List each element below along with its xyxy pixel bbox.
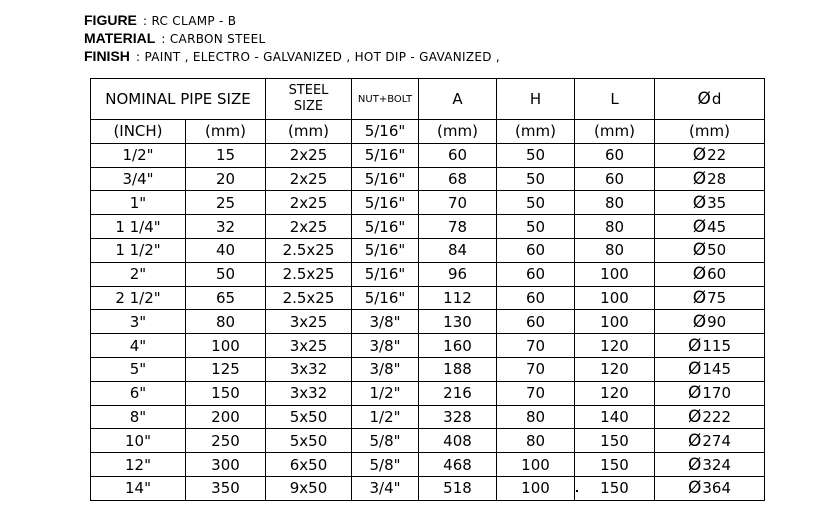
stray-dot xyxy=(576,490,578,492)
nominal-mm-cell: 15 xyxy=(186,143,266,167)
nominal-inch-cell: 3/4" xyxy=(91,167,186,191)
diameter-cell xyxy=(655,262,765,286)
col-header-d xyxy=(655,79,765,120)
a-cell: 408 xyxy=(419,429,497,453)
steel-label-line2: SIZE xyxy=(293,99,324,114)
unit-cell: (INCH) xyxy=(91,120,186,144)
a-cell: 188 xyxy=(419,357,497,381)
diameter-icon: Ø xyxy=(687,406,702,427)
table-row xyxy=(91,238,765,262)
diameter-icon: Ø xyxy=(697,89,711,109)
nominal-mm-cell: 125 xyxy=(186,357,266,381)
steel-size-cell: 6x50 xyxy=(266,453,352,477)
nominal-mm-cell: 200 xyxy=(186,405,266,429)
unit-cell: (mm) xyxy=(266,120,352,144)
h-cell: 50 xyxy=(497,191,575,215)
figure-value: : RC CLAMP - B xyxy=(143,14,237,28)
a-cell: 96 xyxy=(419,262,497,286)
nut-bolt-cell: 5/16" xyxy=(352,286,419,310)
diameter-icon: Ø xyxy=(692,264,707,285)
diameter-value: 222 xyxy=(702,407,732,426)
diameter-icon: Ø xyxy=(692,311,707,332)
unit-cell: (mm) xyxy=(186,120,266,144)
nut-bolt-cell: 5/16" xyxy=(352,143,419,167)
h-cell: 70 xyxy=(497,381,575,405)
col-header-nut-bolt: NUT+BOLT xyxy=(352,79,419,120)
diameter-cell xyxy=(655,357,765,381)
diameter-cell xyxy=(655,453,765,477)
unit-cell: (mm) xyxy=(497,120,575,144)
nominal-inch-cell: 6" xyxy=(91,381,186,405)
steel-size-cell: 5x50 xyxy=(266,429,352,453)
nut-bolt-cell: 5/16" xyxy=(352,262,419,286)
table-row xyxy=(91,453,765,477)
h-cell: 60 xyxy=(497,262,575,286)
l-cell: 150 xyxy=(575,476,655,500)
a-cell: 84 xyxy=(419,238,497,262)
diameter-value: 75 xyxy=(707,288,727,307)
h-cell: 80 xyxy=(497,405,575,429)
diameter-icon: Ø xyxy=(692,168,707,189)
diameter-icon: Ø xyxy=(692,192,707,213)
table-row xyxy=(91,310,765,334)
table-row xyxy=(91,215,765,239)
h-cell: 80 xyxy=(497,429,575,453)
figure-line xyxy=(84,12,500,30)
diameter-value: 115 xyxy=(702,336,732,355)
diameter-value: 145 xyxy=(702,360,732,379)
l-cell: 120 xyxy=(575,381,655,405)
l-cell: 140 xyxy=(575,405,655,429)
nut-bolt-cell: 1/2" xyxy=(352,381,419,405)
diameter-value: 28 xyxy=(707,169,727,188)
col-header-l: L xyxy=(575,79,655,120)
steel-size-cell: 2x25 xyxy=(266,215,352,239)
h-cell: 70 xyxy=(497,357,575,381)
steel-size-cell: 3x25 xyxy=(266,310,352,334)
diameter-cell xyxy=(655,405,765,429)
diameter-cell xyxy=(655,191,765,215)
table-row xyxy=(91,143,765,167)
l-cell: 100 xyxy=(575,310,655,334)
table-row xyxy=(91,381,765,405)
diameter-value: 45 xyxy=(707,217,727,236)
nut-bolt-cell: 3/8" xyxy=(352,334,419,358)
steel-size-cell: 3x32 xyxy=(266,381,352,405)
diameter-value: 324 xyxy=(702,455,732,474)
steel-size-cell: 9x50 xyxy=(266,476,352,500)
diameter-icon: Ø xyxy=(687,454,702,475)
nut-bolt-cell: 3/8" xyxy=(352,357,419,381)
nominal-mm-cell: 25 xyxy=(186,191,266,215)
steel-size-cell: 3x25 xyxy=(266,334,352,358)
unit-cell: (mm) xyxy=(655,120,765,144)
l-cell: 120 xyxy=(575,357,655,381)
nut-bolt-cell: 1/2" xyxy=(352,405,419,429)
diameter-icon: Ø xyxy=(692,287,707,308)
diameter-cell xyxy=(655,334,765,358)
figure-label: FIGURE xyxy=(84,12,137,28)
a-cell: 468 xyxy=(419,453,497,477)
col-header-d-label: d xyxy=(711,90,722,108)
diameter-icon: Ø xyxy=(687,478,702,499)
h-cell: 50 xyxy=(497,215,575,239)
a-cell: 112 xyxy=(419,286,497,310)
a-cell: 160 xyxy=(419,334,497,358)
h-cell: 60 xyxy=(497,238,575,262)
nominal-mm-cell: 40 xyxy=(186,238,266,262)
l-cell: 100 xyxy=(575,286,655,310)
a-cell: 78 xyxy=(419,215,497,239)
nominal-inch-cell: 8" xyxy=(91,405,186,429)
diameter-icon: Ø xyxy=(687,335,702,356)
spec-header xyxy=(84,12,500,66)
nominal-inch-cell: 10" xyxy=(91,429,186,453)
nominal-inch-cell: 2 1/2" xyxy=(91,286,186,310)
diameter-cell xyxy=(655,381,765,405)
unit-cell: (mm) xyxy=(419,120,497,144)
l-cell: 150 xyxy=(575,453,655,477)
diameter-icon: Ø xyxy=(692,145,707,166)
nominal-mm-cell: 65 xyxy=(186,286,266,310)
nominal-mm-cell: 100 xyxy=(186,334,266,358)
nut-bolt-cell: 5/8" xyxy=(352,453,419,477)
steel-label-line1: STEEL xyxy=(288,83,329,98)
steel-size-cell: 2x25 xyxy=(266,191,352,215)
table-row xyxy=(91,405,765,429)
diameter-cell xyxy=(655,167,765,191)
diameter-cell xyxy=(655,215,765,239)
nominal-inch-cell: 5" xyxy=(91,357,186,381)
table-units-row xyxy=(91,120,765,144)
nominal-inch-cell: 1/2" xyxy=(91,143,186,167)
h-cell: 60 xyxy=(497,286,575,310)
table-row xyxy=(91,357,765,381)
table-row xyxy=(91,286,765,310)
material-label: MATERIAL xyxy=(84,30,156,46)
diameter-value: 170 xyxy=(702,384,732,403)
diameter-value: 22 xyxy=(707,146,727,165)
l-cell: 80 xyxy=(575,215,655,239)
nominal-inch-cell: 1 1/4" xyxy=(91,215,186,239)
nominal-mm-cell: 32 xyxy=(186,215,266,239)
nominal-inch-cell: 12" xyxy=(91,453,186,477)
a-cell: 328 xyxy=(419,405,497,429)
h-cell: 100 xyxy=(497,453,575,477)
nominal-mm-cell: 50 xyxy=(186,262,266,286)
a-cell: 518 xyxy=(419,476,497,500)
a-cell: 130 xyxy=(419,310,497,334)
nut-bolt-cell: 5/16" xyxy=(352,191,419,215)
steel-size-cell: 5x50 xyxy=(266,405,352,429)
a-cell: 68 xyxy=(419,167,497,191)
table-row xyxy=(91,167,765,191)
nut-bolt-cell: 5/16" xyxy=(352,215,419,239)
l-cell: 60 xyxy=(575,167,655,191)
steel-size-cell: 2.5x25 xyxy=(266,262,352,286)
diameter-cell xyxy=(655,286,765,310)
diameter-icon: Ø xyxy=(687,430,702,451)
a-cell: 70 xyxy=(419,191,497,215)
diameter-value: 50 xyxy=(707,241,727,260)
nominal-inch-cell: 4" xyxy=(91,334,186,358)
l-cell: 80 xyxy=(575,191,655,215)
h-cell: 50 xyxy=(497,143,575,167)
l-cell: 80 xyxy=(575,238,655,262)
nut-bolt-cell: 5/8" xyxy=(352,429,419,453)
col-header-h: H xyxy=(497,79,575,120)
finish-label: FINISH xyxy=(84,48,130,64)
table-row xyxy=(91,191,765,215)
nominal-inch-cell: 2" xyxy=(91,262,186,286)
diameter-cell xyxy=(655,238,765,262)
diameter-value: 60 xyxy=(707,265,727,284)
diameter-cell xyxy=(655,476,765,500)
material-line xyxy=(84,30,500,48)
nominal-mm-cell: 250 xyxy=(186,429,266,453)
table-row xyxy=(91,429,765,453)
dimension-table xyxy=(90,78,765,501)
nominal-inch-cell: 3" xyxy=(91,310,186,334)
l-cell: 100 xyxy=(575,262,655,286)
h-cell: 70 xyxy=(497,334,575,358)
finish-line xyxy=(84,48,500,66)
material-value: : CARBON STEEL xyxy=(161,32,266,46)
nominal-mm-cell: 80 xyxy=(186,310,266,334)
diameter-cell xyxy=(655,429,765,453)
h-cell: 60 xyxy=(497,310,575,334)
unit-cell: 5/16" xyxy=(352,120,419,144)
table-header-row xyxy=(91,79,765,120)
l-cell: 120 xyxy=(575,334,655,358)
nut-bolt-cell: 5/16" xyxy=(352,238,419,262)
diameter-value: 274 xyxy=(702,431,732,450)
diameter-cell xyxy=(655,143,765,167)
col-header-a: A xyxy=(419,79,497,120)
nut-bolt-cell: 3/4" xyxy=(352,476,419,500)
nominal-mm-cell: 350 xyxy=(186,476,266,500)
steel-size-cell: 2x25 xyxy=(266,143,352,167)
diameter-icon: Ø xyxy=(692,240,707,261)
l-cell: 60 xyxy=(575,143,655,167)
diameter-icon: Ø xyxy=(687,383,702,404)
nominal-inch-cell: 1 1/2" xyxy=(91,238,186,262)
h-cell: 50 xyxy=(497,167,575,191)
nominal-mm-cell: 20 xyxy=(186,167,266,191)
nominal-mm-cell: 150 xyxy=(186,381,266,405)
steel-size-cell: 3x32 xyxy=(266,357,352,381)
a-cell: 216 xyxy=(419,381,497,405)
steel-size-cell: 2.5x25 xyxy=(266,238,352,262)
nut-bolt-cell: 5/16" xyxy=(352,167,419,191)
l-cell: 150 xyxy=(575,429,655,453)
a-cell: 60 xyxy=(419,143,497,167)
nominal-inch-cell: 1" xyxy=(91,191,186,215)
table-row xyxy=(91,334,765,358)
unit-cell: (mm) xyxy=(575,120,655,144)
table-row xyxy=(91,262,765,286)
table-row xyxy=(91,476,765,500)
h-cell: 100 xyxy=(497,476,575,500)
diameter-value: 35 xyxy=(707,193,727,212)
diameter-value: 364 xyxy=(702,479,732,498)
finish-value: : PAINT , ELECTRO - GALVANIZED , HOT DIP - GAVANIZED , xyxy=(136,50,501,64)
steel-size-cell: 2.5x25 xyxy=(266,286,352,310)
nominal-mm-cell: 300 xyxy=(186,453,266,477)
diameter-value: 90 xyxy=(707,312,727,331)
diameter-icon: Ø xyxy=(692,216,707,237)
nut-bolt-cell: 3/8" xyxy=(352,310,419,334)
steel-size-cell: 2x25 xyxy=(266,167,352,191)
col-header-steel xyxy=(266,79,352,120)
col-header-nominal: NOMINAL PIPE SIZE xyxy=(91,79,266,120)
nominal-inch-cell: 14" xyxy=(91,476,186,500)
diameter-cell xyxy=(655,310,765,334)
diameter-icon: Ø xyxy=(687,359,702,380)
